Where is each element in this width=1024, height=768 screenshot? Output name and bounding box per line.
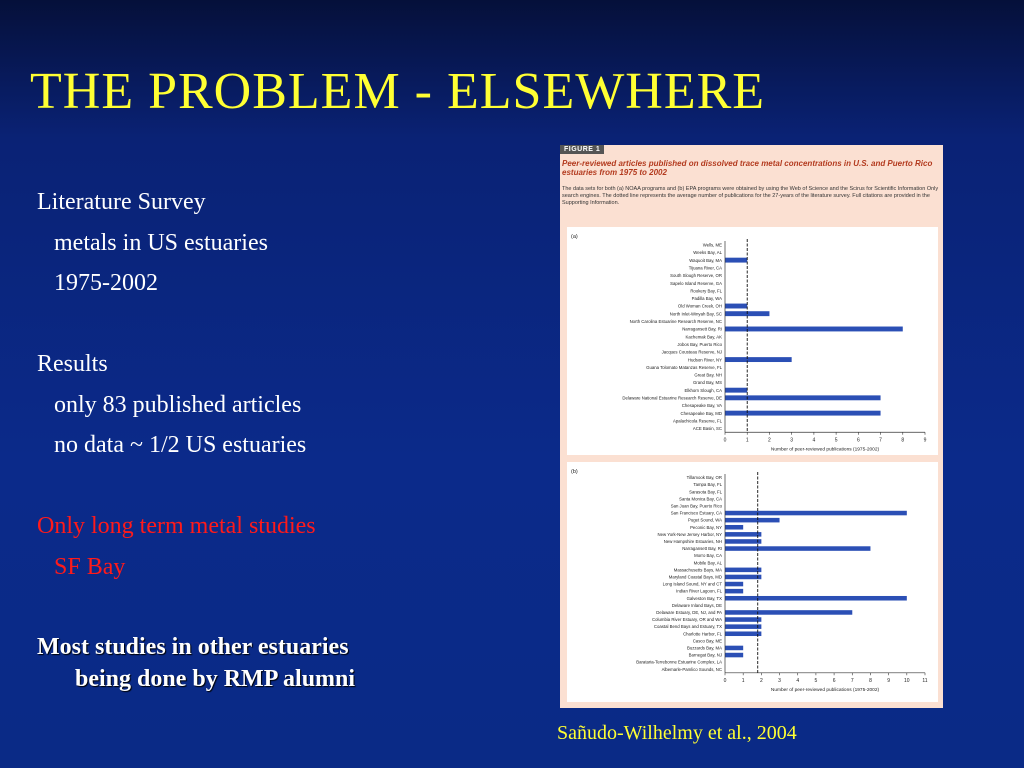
category-label: Mobile Bay, AL bbox=[693, 560, 722, 566]
bullet-bold-line-1: Most studies in other estuaries bbox=[37, 634, 349, 660]
x-tick-label: 10 bbox=[904, 677, 910, 684]
bullet-survey-heading: Literature Survey bbox=[37, 189, 206, 215]
category-label: Coastal Bend Bays and Estuary, TX bbox=[653, 624, 722, 630]
category-label: Morro Bay, CA bbox=[694, 553, 722, 559]
category-label: New York-New Jersey Harbor, NY bbox=[657, 531, 722, 537]
category-label: Wells, ME bbox=[702, 242, 722, 248]
category-label: Padilla Bay, WA bbox=[691, 296, 722, 302]
category-label: Hudson River, NY bbox=[687, 357, 722, 363]
x-tick-label: 6 bbox=[856, 437, 860, 444]
x-tick-label: 9 bbox=[887, 677, 891, 684]
category-label: Maryland Coastal Bays, MD bbox=[668, 574, 722, 580]
category-label: Tampa Bay, FL bbox=[693, 482, 722, 488]
category-label: Indian River Lagoon, FL bbox=[676, 588, 722, 594]
x-tick-label: 8 bbox=[869, 677, 872, 684]
category-label: Peconic Bay, NY bbox=[690, 524, 722, 530]
chart-b bbox=[567, 462, 938, 702]
x-tick-label: 11 bbox=[922, 677, 928, 684]
category-label: Delaware Estuary, DE, NJ, and PA bbox=[656, 610, 722, 616]
category-label: Jobos Bay, Puerto Rico bbox=[677, 341, 722, 347]
bullet-highlight-line-1: Only long term metal studies bbox=[37, 513, 316, 539]
x-axis-label: Number of peer-reviewed publications (1975-2002) bbox=[770, 447, 880, 453]
category-label: North Carolina Estuarine Research Reserve, NC bbox=[629, 319, 722, 325]
x-tick-label: 5 bbox=[814, 677, 818, 684]
bar-7 bbox=[725, 518, 780, 523]
category-label: Apalachicola Reserve, FL bbox=[673, 418, 722, 424]
bar-21 bbox=[725, 395, 881, 400]
category-label: Albemarle-Pamlico Sounds, NC bbox=[661, 666, 722, 672]
bar-20 bbox=[725, 388, 747, 393]
chart-panel-b bbox=[567, 462, 938, 702]
slide-title: THE PROBLEM - ELSEWHERE bbox=[30, 63, 766, 120]
x-tick-label: 5 bbox=[834, 437, 838, 444]
bullet-results-heading: Results bbox=[37, 351, 108, 377]
citation: Sañudo-Wilhelmy et al., 2004 bbox=[557, 722, 797, 744]
category-label: Kachemak Bay, AK bbox=[685, 334, 722, 340]
category-label: Guana Tolomato Matanzas Reserve, FL bbox=[646, 364, 722, 370]
bar-25 bbox=[725, 646, 743, 651]
figure-caption: The data sets for both (a) NOAA programs and (b) EPA programs were obtained by using the Web of Science and the Scirus for Scientific Information Only search engines. The dotted line represents the average number of publications for the 27-years of the literature survey. Full citations are provided in the Supporting Information. bbox=[562, 186, 939, 206]
x-tick-label: 0 bbox=[723, 677, 727, 684]
bullet-bold-line-2: being done by RMP alumni bbox=[75, 666, 356, 692]
bullet-highlight-line-2: SF Bay bbox=[54, 553, 126, 580]
category-label: Buzzards Bay, MA bbox=[686, 645, 722, 651]
x-tick-label: 6 bbox=[832, 677, 836, 684]
category-label: San Juan Bay, Puerto Rico bbox=[670, 503, 722, 509]
category-label: Sarasota Bay, FL bbox=[689, 489, 722, 495]
category-label: Columbia River Estuary, OR and WA bbox=[652, 617, 722, 623]
x-tick-label: 2 bbox=[768, 437, 771, 444]
chart-panel-a bbox=[567, 227, 938, 455]
category-label: Barnegat Bay, NJ bbox=[688, 652, 722, 658]
category-label: Jacques Cousteau Reserve, NJ bbox=[661, 349, 722, 355]
category-label: Massachusetts Bays, MA bbox=[673, 567, 722, 573]
chart-a bbox=[567, 227, 938, 455]
bar-10 bbox=[725, 539, 761, 544]
x-tick-label: 1 bbox=[745, 437, 749, 444]
category-label: Santa Monica Bay, CA bbox=[679, 496, 722, 502]
figure-panel bbox=[560, 145, 943, 708]
bullet-survey-line-2: 1975-2002 bbox=[54, 270, 158, 296]
category-label: Galveston Bay, TX bbox=[686, 595, 722, 601]
category-label: Great Bay, NH bbox=[694, 372, 722, 378]
bar-11 bbox=[725, 546, 870, 551]
bar-16 bbox=[725, 357, 792, 362]
bullet-list bbox=[37, 182, 507, 695]
x-tick-label: 2 bbox=[759, 677, 763, 684]
figure-tag: FIGURE 1 bbox=[560, 145, 604, 154]
panel-label: (a) bbox=[571, 234, 578, 240]
bar-15 bbox=[725, 575, 761, 580]
category-label: Chesapeake Bay, VA bbox=[681, 403, 722, 409]
category-label: Grand Bay, MS bbox=[692, 380, 722, 386]
category-label: Casco Bay, ME bbox=[692, 638, 722, 644]
category-label: New Hampshire Estuaries, NH bbox=[663, 539, 722, 545]
bar-17 bbox=[725, 589, 743, 594]
bar-16 bbox=[725, 582, 743, 587]
category-label: Rookery Bay, FL bbox=[690, 288, 722, 294]
category-label: North Inlet-Winyah Bay, SC bbox=[669, 311, 722, 317]
bar-23 bbox=[725, 411, 881, 416]
bullet-survey-line-1: metals in US estuaries bbox=[54, 229, 268, 256]
category-label: Long Island Sound, NY and CT bbox=[662, 581, 722, 587]
bar-20 bbox=[725, 610, 852, 615]
category-label: Sapelo Island Reserve, GA bbox=[670, 280, 722, 286]
bar-18 bbox=[725, 596, 907, 601]
x-tick-label: 4 bbox=[812, 437, 816, 444]
bar-23 bbox=[725, 631, 761, 636]
bar-14 bbox=[725, 568, 761, 573]
category-label: Waquoit Bay, MA bbox=[689, 257, 722, 263]
panel-label: (b) bbox=[571, 469, 578, 475]
figure-title: Peer-reviewed articles published on dissolved trace metal concentrations in U.S. and Puerto Rico estuaries from 1975 to 2002 bbox=[562, 159, 933, 177]
category-label: Old Woman Creek, OH bbox=[677, 303, 722, 309]
category-label: Narragansett Bay, RI bbox=[682, 546, 722, 552]
category-label: Narragansett Bay, RI bbox=[682, 326, 722, 332]
category-label: San Francisco Estuary, CA bbox=[670, 510, 722, 516]
x-tick-label: 0 bbox=[723, 437, 727, 444]
bar-22 bbox=[725, 624, 761, 629]
category-label: ACE Basin, SC bbox=[692, 426, 722, 432]
bar-12 bbox=[725, 327, 903, 332]
category-label: South Slough Reserve, OR bbox=[670, 273, 722, 279]
x-tick-label: 8 bbox=[901, 437, 905, 444]
x-axis-label: Number of peer-reviewed publications (1975-2002) bbox=[770, 687, 880, 693]
x-tick-label: 4 bbox=[796, 677, 800, 684]
bar-9 bbox=[725, 532, 761, 537]
category-label: Charlotte Harbor, FL bbox=[683, 631, 722, 637]
category-label: Weeks Bay, AL bbox=[693, 250, 722, 256]
x-tick-label: 3 bbox=[790, 437, 794, 444]
x-tick-label: 3 bbox=[778, 677, 781, 684]
category-label: Delaware National Estuarine Research Reserve, DE bbox=[622, 395, 722, 401]
category-label: Delaware Inland Bays, DE bbox=[671, 602, 722, 608]
x-tick-label: 7 bbox=[850, 677, 854, 684]
category-label: Tijuana River, CA bbox=[688, 265, 722, 271]
bar-6 bbox=[725, 511, 907, 516]
category-label: Tillamook Bay, OR bbox=[686, 475, 722, 481]
bullet-results-line-2: no data ~ 1/2 US estuaries bbox=[54, 432, 307, 458]
category-label: Puget Sound, WA bbox=[688, 517, 722, 523]
bar-21 bbox=[725, 617, 761, 622]
bar-26 bbox=[725, 653, 743, 658]
category-label: Barataria-Terrebonne Estuarine Complex, LA bbox=[636, 659, 722, 665]
x-tick-label: 7 bbox=[879, 437, 882, 444]
x-tick-label: 9 bbox=[923, 437, 927, 444]
bar-9 bbox=[725, 304, 747, 309]
bullet-results-line-1: only 83 published articles bbox=[54, 391, 302, 418]
category-label: Elkhorn Slough, CA bbox=[684, 387, 722, 393]
bar-3 bbox=[725, 258, 747, 263]
x-tick-label: 1 bbox=[741, 677, 745, 684]
bar-8 bbox=[725, 525, 743, 530]
category-label: Chesapeake Bay, MD bbox=[680, 410, 722, 416]
